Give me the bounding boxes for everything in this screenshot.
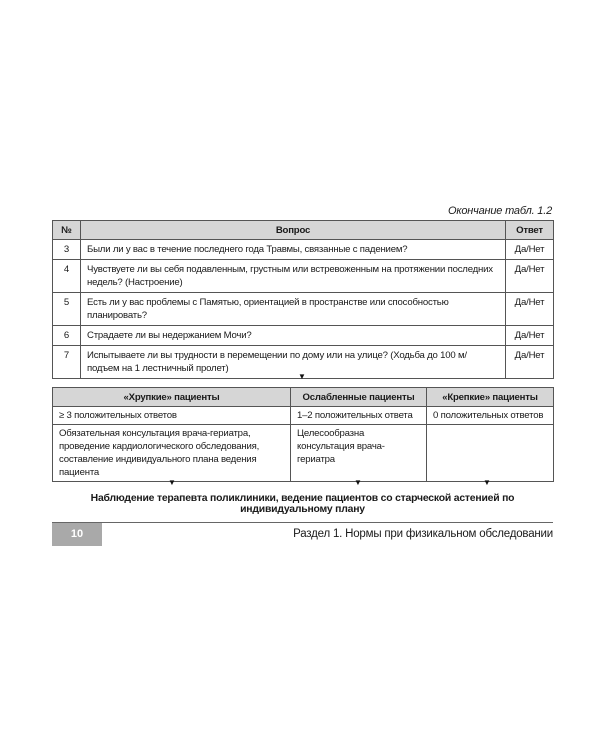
criteria-frail: ≥ 3 положительных ответов (53, 407, 291, 425)
row-num: 6 (53, 326, 81, 346)
down-arrow-icon: ▼ (483, 478, 491, 487)
action-frail: Обязательная консультация врача-гериатра, проведение кардиологического обследования, составление индивидуального плана ведения пациента (53, 425, 291, 482)
down-arrow-icon: ▼ (298, 372, 306, 381)
down-arrow-icon: ▼ (168, 478, 176, 487)
row-question: Есть ли у вас проблемы с Памятью, ориентацией в пространстве или способностью планировать? (81, 293, 506, 326)
header-question: Вопрос (81, 221, 506, 240)
down-arrow-icon: ▼ (354, 478, 362, 487)
action-weakened: Целесообразна консультация врача-гериатра (291, 425, 427, 482)
row-answer: Да/Нет (506, 293, 554, 326)
header-weakened: Ослабленные пациенты (291, 388, 427, 407)
header-answer: Ответ (506, 221, 554, 240)
questions-table (52, 220, 554, 379)
row-answer: Да/Нет (506, 240, 554, 260)
row-question: Страдаете ли вы недержанием Мочи? (81, 326, 506, 346)
table-caption: Окончание табл. 1.2 (448, 205, 552, 217)
footer-note: Наблюдение терапевта поликлиники, ведение пациентов со старческой астенией по индивидуальному плану (90, 493, 515, 515)
row-question: Были ли у вас в течение последнего года Травмы, связанные с падением? (81, 240, 506, 260)
divider (52, 522, 553, 523)
row-question: Чувствуете ли вы себя подавленным, грустным или встревоженным на протяжении последних недель? (Настроение) (81, 260, 506, 293)
header-frail: «Хрупкие» пациенты (53, 388, 291, 407)
header-strong: «Крепкие» пациенты (427, 388, 554, 407)
criteria-weakened: 1–2 положительных ответа (291, 407, 427, 425)
action-strong (427, 425, 554, 482)
table-header-row (53, 388, 554, 407)
table-header-row (53, 221, 554, 240)
table-row (53, 260, 554, 293)
table-row (53, 425, 554, 482)
page-number: 10 (52, 523, 102, 546)
row-answer: Да/Нет (506, 326, 554, 346)
table-row (53, 326, 554, 346)
row-question: Испытываете ли вы трудности в перемещении по дому или на улице? (Ходьба до 100 м/подъем на 1 лестничный пролет) (81, 346, 506, 379)
row-answer: Да/Нет (506, 346, 554, 379)
section-title: Раздел 1. Нормы при физикальном обследовании (293, 528, 553, 540)
header-num: № (53, 221, 81, 240)
table-row (53, 407, 554, 425)
table-row (53, 293, 554, 326)
table-row (53, 240, 554, 260)
row-num: 3 (53, 240, 81, 260)
row-answer: Да/Нет (506, 260, 554, 293)
patient-groups-table (52, 387, 554, 482)
row-num: 7 (53, 346, 81, 379)
row-num: 4 (53, 260, 81, 293)
criteria-strong: 0 положительных ответов (427, 407, 554, 425)
row-num: 5 (53, 293, 81, 326)
